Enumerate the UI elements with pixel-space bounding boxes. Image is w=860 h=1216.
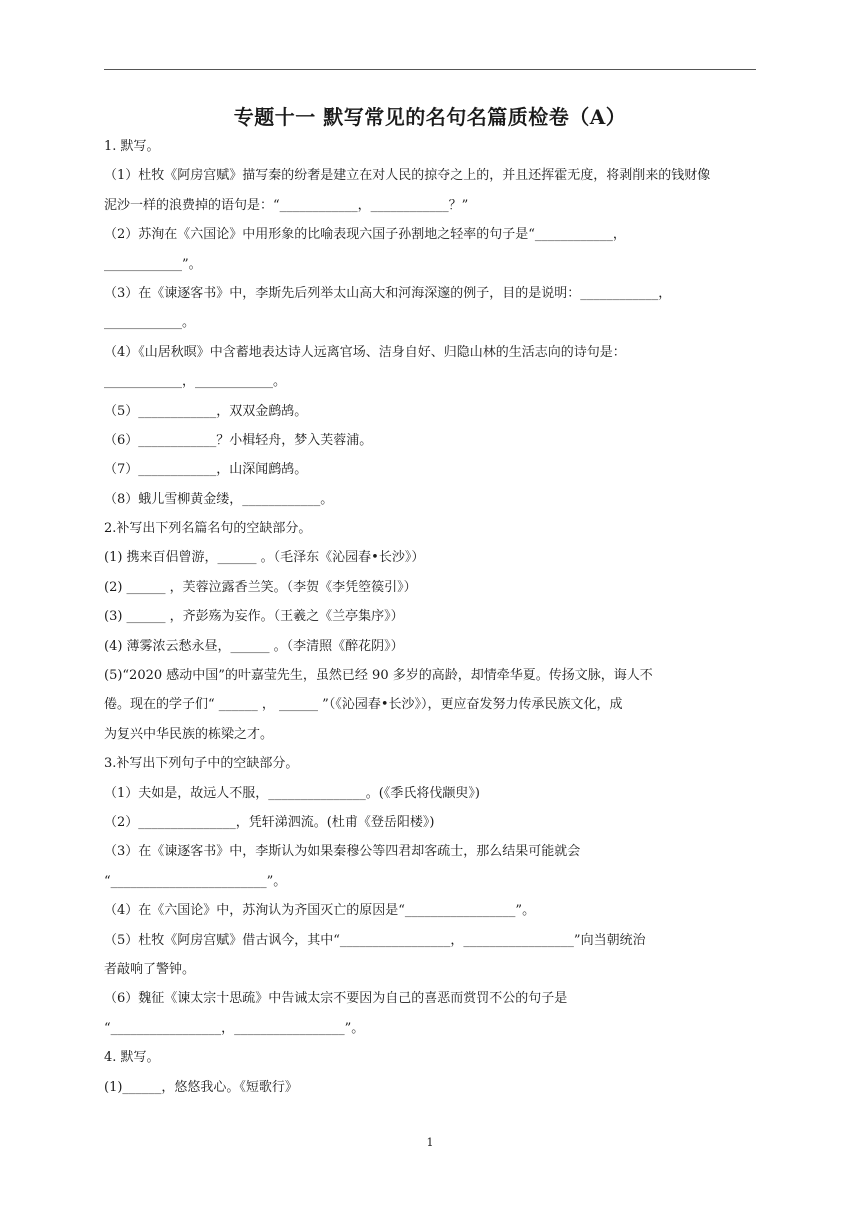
text-line: (1)______，悠悠我心。《短歌行》 bbox=[104, 1079, 298, 1095]
text-line: （4）《山居秋暝》中含蓄地表达诗人远离官场、洁身自好、归隐山林的生活志向的诗句是： bbox=[104, 344, 626, 360]
exam-content bbox=[104, 132, 764, 1102]
text-line: 为复兴中华民族的栋梁之才。 bbox=[104, 726, 274, 742]
text-line: (1) 携来百侣曾游，______ 。（毛泽东《沁园春•长沙》） bbox=[104, 550, 425, 566]
text-line: 1. 默写。 bbox=[104, 139, 160, 154]
text-line: 4. 默写。 bbox=[104, 1050, 160, 1066]
text-line: ____________。 bbox=[104, 315, 196, 331]
text-line: “_________________，_________________”。 bbox=[104, 1020, 365, 1036]
text-line: （1）夫如是，故远人不服，_______________。(《季氏将伐颛臾》) bbox=[104, 785, 480, 801]
text-line: (4) 薄雾浓云愁永昼，______ 。（李清照《醉花阴》） bbox=[104, 638, 404, 654]
text-line: （6）____________？小楫轻舟，梦入芙蓉浦。 bbox=[104, 432, 373, 448]
text-line: “________________________”。 bbox=[104, 873, 287, 889]
text-line: 倦。现在的学子们“ ______ ， ______ ”（《沁园春•长沙》），更应奋发努力传承民族文化，成 bbox=[104, 697, 623, 713]
text-line: (5)“2020 感动中国”的叶嘉莹先生，虽然已经 90 多岁的高龄，却情牵华夏。传扬文脉，诲人不 bbox=[104, 668, 653, 684]
text-line: （8）蛾儿雪柳黄金缕，____________。 bbox=[104, 491, 334, 507]
page-title: 专题十一 默写常见的名句名篇质检卷（A） bbox=[233, 105, 627, 129]
text-line: (3) ______ ，齐彭殇为妄作。（王羲之《兰亭集序》） bbox=[104, 609, 404, 625]
text-line: （1）杜牧《阿房宫赋》描写秦的纷奢是建立在对人民的掠夺之上的，并且还挥霍无度，将剥削来的钱财像 bbox=[104, 168, 711, 184]
text-line: 者敲响了警钟。 bbox=[104, 961, 196, 977]
text-line: （3）在《谏逐客书》中，李斯先后列举太山高大和河海深邃的例子，目的是说明：____________， bbox=[104, 285, 672, 301]
text-line: （6）魏征《谏太宗十思疏》中告诫太宗不要因为自己的喜恶而赏罚不公的句子是 bbox=[104, 991, 568, 1007]
text-line: （7）____________，山深闻鹧鸪。 bbox=[104, 462, 308, 478]
text-line: 3.补写出下列句子中的空缺部分。 bbox=[104, 756, 299, 772]
page-number: 1 bbox=[426, 1136, 434, 1149]
text-line: 泥沙一样的浪费掉的语句是：“____________，____________？” bbox=[104, 197, 469, 213]
text-line: 2.补写出下列名篇名句的空缺部分。 bbox=[104, 521, 312, 537]
header-rule bbox=[104, 69, 756, 70]
text-line: （4）在《六国论》中，苏洵认为齐国灭亡的原因是“_________________”。 bbox=[104, 903, 536, 919]
text-line: (2) ______ ，芙蓉泣露香兰笑。（李贺《李凭箜篌引》） bbox=[104, 579, 417, 595]
text-line: （3）在《谏逐客书》中，李斯认为如果秦穆公等四君却客疏士，那么结果可能就会 bbox=[104, 844, 581, 860]
text-line: （5）____________，双双金鹧鸪。 bbox=[104, 403, 308, 419]
text-line: （5）杜牧《阿房宫赋》借古讽今，其中“_________________，_________________”向当朝统治 bbox=[104, 932, 646, 948]
text-line: ____________，____________。 bbox=[104, 374, 287, 390]
text-line: （2）苏洵在《六国论》中用形象的比喻表现六国子孙割地之轻率的句子是“____________， bbox=[104, 227, 626, 243]
text-line: （2）_______________，凭轩涕泗流。(杜甫《登岳阳楼》) bbox=[104, 814, 435, 830]
text-line: ____________”。 bbox=[104, 256, 202, 272]
